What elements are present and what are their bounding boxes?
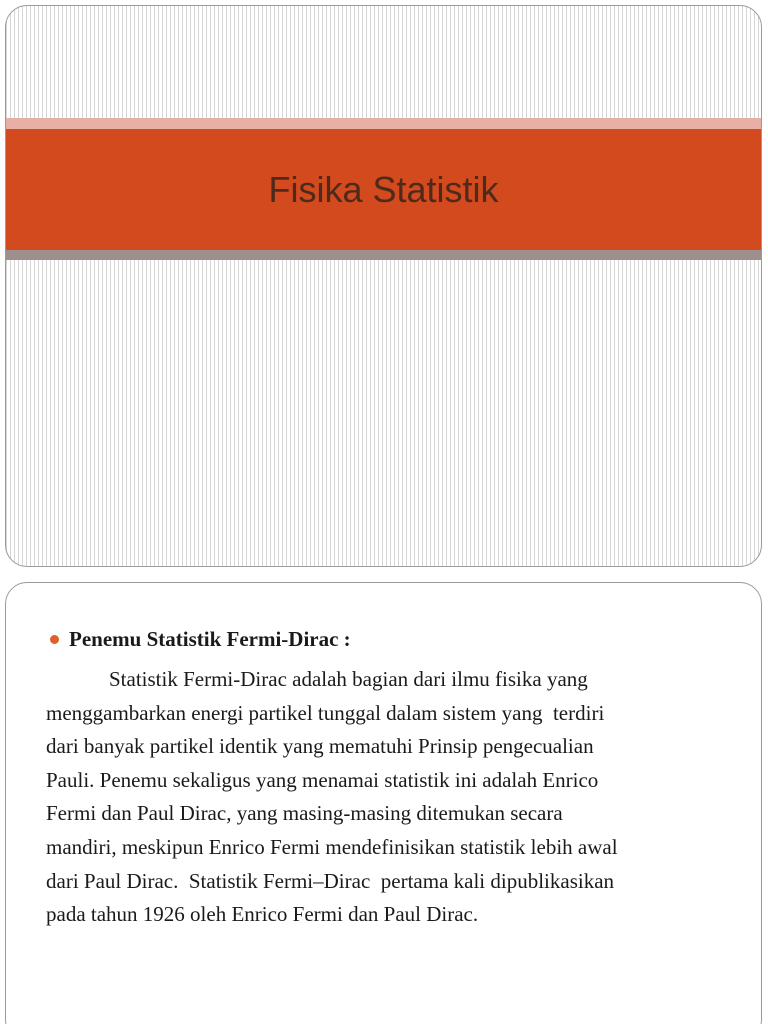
top-accent-band <box>6 118 761 129</box>
paragraph-line: dari Paul Dirac. Statistik Fermi–Dirac pertama kali dipublikasikan <box>46 868 615 893</box>
paragraph-line: pada tahun 1926 oleh Enrico Fermi dan Paul Dirac. <box>46 902 479 927</box>
paragraph-line: Statistik Fermi-Dirac adalah bagian dari ilmu fisika yang <box>46 667 588 691</box>
title-band <box>6 129 761 250</box>
body-paragraph <box>46 663 726 932</box>
paragraph-line: Fermi dan Paul Dirac, yang masing-masing ditemukan secara <box>46 801 563 826</box>
bullet-icon <box>50 635 59 644</box>
paragraph-line: menggambarkan energi partikel tunggal dalam sistem yang terdiri <box>46 700 605 725</box>
bullet-item <box>50 627 351 652</box>
paragraph-line: Pauli. Penemu sekaligus yang menamai statistik ini adalah Enrico <box>46 767 599 792</box>
slide-title: Fisika Statistik <box>268 168 499 210</box>
paragraph-line: mandiri, meskipun Enrico Fermi mendefinisikan statistik lebih awal <box>46 834 618 859</box>
content-slide <box>5 582 762 1024</box>
bullet-heading: Penemu Statistik Fermi-Dirac : <box>69 627 351 651</box>
title-slide <box>5 5 762 567</box>
bottom-accent-band <box>6 250 761 260</box>
paragraph-line: dari banyak partikel identik yang mematuhi Prinsip pengecualian <box>46 734 594 759</box>
